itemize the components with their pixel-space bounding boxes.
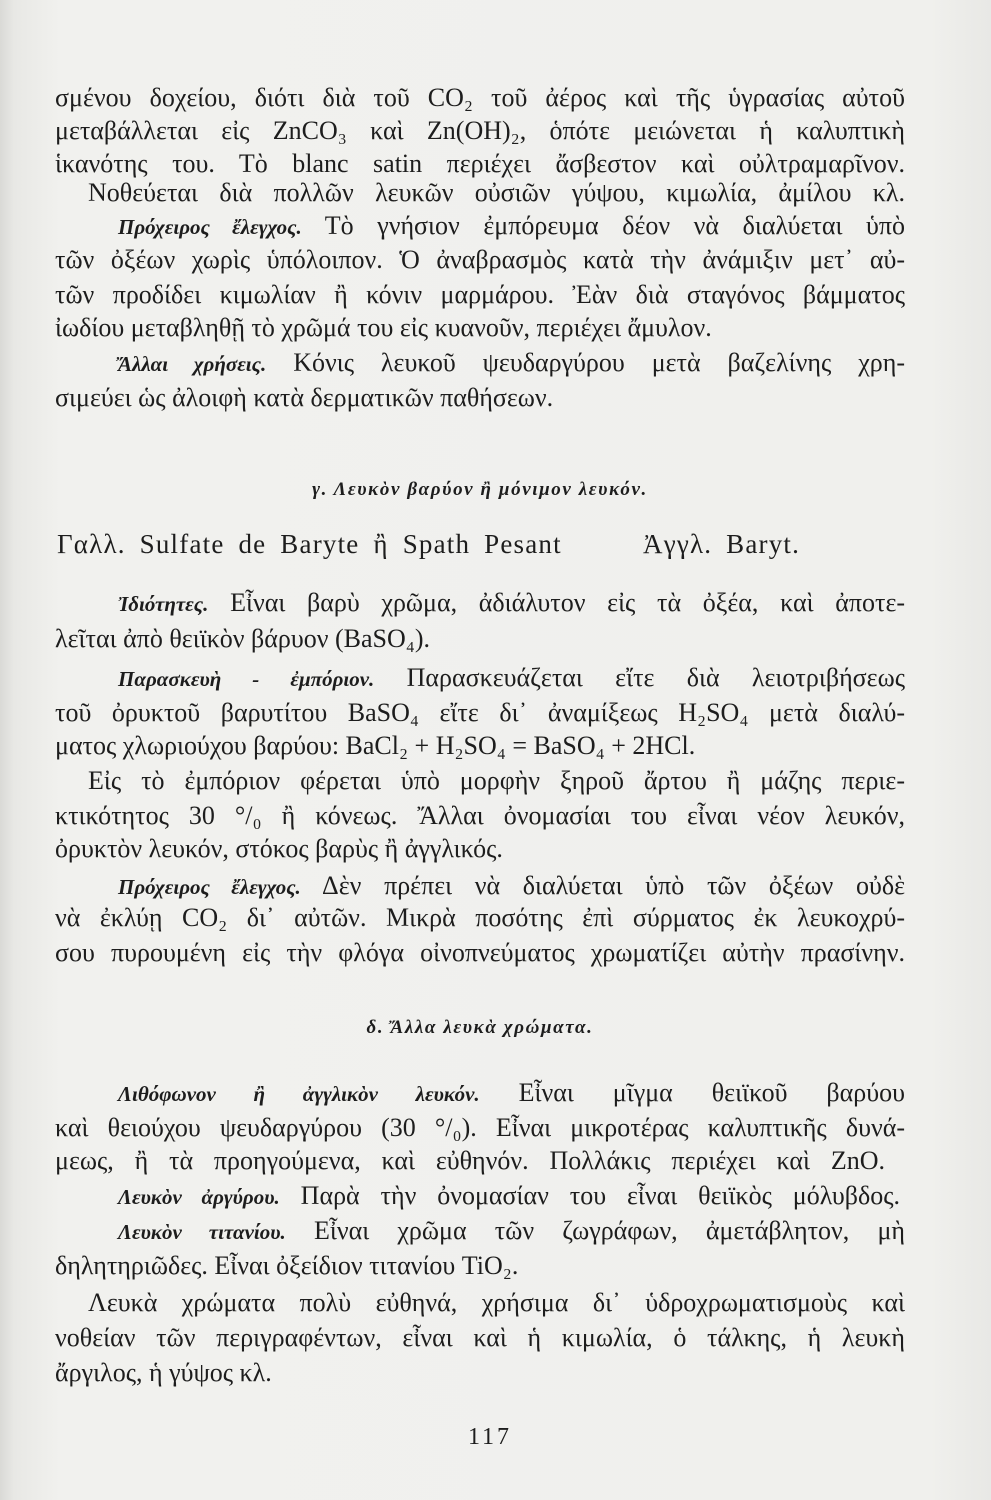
run-in-heading: Πρόχειρος ἔλεγχος. bbox=[118, 875, 301, 899]
page-number: 117 bbox=[467, 1424, 513, 1450]
run-in-heading: Ἄλλαι χρήσεις. bbox=[118, 352, 267, 376]
run-in-heading: Ἰδιότητες. bbox=[118, 592, 209, 616]
run-in-heading: Λευκὸν ἀργύρου. bbox=[118, 1185, 280, 1209]
text-line bbox=[55, 586, 905, 620]
text-line: Εἰς τὸ ἐμπόριον φέρεται ὑπὸ μορφὴν ξηροῦ ἄρτου ἢ μάζης περιε- bbox=[88, 766, 905, 795]
text-line: Νοθεύεται διὰ πολλῶν λευκῶν οὐσιῶν γύψου, κιμωλία, ἀμίλου κλ. bbox=[88, 178, 905, 207]
text-line bbox=[55, 1076, 905, 1110]
line-text: Δὲν πρέπει νὰ διαλύεται ὑπὸ τῶν ὀξέων οὐδὲ bbox=[322, 871, 905, 900]
text-line: ἰωδίου μεταβληθῇ τὸ χρῶμά του εἰς κυανοῦν, περιέχει ἄμυλον. bbox=[55, 313, 712, 342]
section-heading-gamma: γ. Λευκὸν βαρύον ἢ μόνιμον λευκόν. bbox=[312, 479, 648, 500]
run-in-heading: Πρόχειρος ἔλεγχος. bbox=[118, 215, 302, 239]
text-line: ὀρυκτὸν λευκόν, στόκος βαρὺς ἢ ἀγγλικός. bbox=[55, 834, 503, 863]
text-line: Λευκὰ χρώματα πολὺ εὐθηνά, χρήσιμα δι᾽ ὑδροχρωματισμοὺς καὶ bbox=[88, 1288, 905, 1317]
text-line: κτικότητος 30 °/₀ ἢ κόνεως. Ἄλλαι ὀνομασίαι του εἶναι νέον λευκόν, bbox=[55, 801, 905, 830]
text-line: σιμεύει ὡς ἀλοιφὴ κατὰ δερματικῶν παθήσεων. bbox=[55, 383, 554, 412]
text-line: τῶν προδίδει κιμωλίαν ἢ κόνιν μαρμάρου. Ἐὰν διὰ σταγόνος βάμματος bbox=[55, 280, 905, 309]
text-line: σμένου δοχείου, διότι διὰ τοῦ CO₂ τοῦ ἀέρος καὶ τῆς ὑγρασίας αὐτοῦ bbox=[55, 83, 905, 112]
text-line: νοθείαν τῶν περιγραφέντων, εἶναι καὶ ἡ κιμωλία, ὁ τάλκης, ἡ λευκὴ bbox=[55, 1323, 905, 1352]
text-line: σου πυρουμένη εἰς τὴν φλόγα οἰνοπνεύματος χρωματίζει αὐτὴν πρασίνην. bbox=[55, 938, 905, 967]
text-line: ματος χλωριούχου βαρύου: BaCl₂ + H₂SO₄ = BaSO₄ + 2HCl. bbox=[55, 731, 696, 760]
line-text: Παρὰ τὴν ὀνομασίαν του εἶναι θειϊκὸς μόλυβδος. bbox=[300, 1181, 901, 1210]
line-text: Τὸ γνήσιον ἐμπόρευμα δέον νὰ διαλύεται ὑπὸ bbox=[324, 211, 905, 240]
text-line bbox=[55, 869, 905, 903]
french-name: Γαλλ. Sulfate de Baryte ἢ Spath Pesant bbox=[57, 529, 562, 559]
text-line: τῶν ὀξέων χωρὶς ὑπόλοιπον. Ὁ ἀναβρασμὸς κατὰ τὴν ἀνάμιξιν μετ᾽ αὐ- bbox=[55, 245, 905, 274]
text-line: ἄργιλος, ἡ γύψος κλ. bbox=[55, 1358, 272, 1387]
text-line: τοῦ ὀρυκτοῦ βαρυτίτου BaSO₄ εἴτε δι᾽ ἀναμίξεως H₂SO₄ μετὰ διαλύ- bbox=[55, 698, 905, 727]
text-line: μεταβάλλεται εἰς ZnCO₃ καὶ Zn(OH)₂, ὁπότε μειώνεται ἡ καλυπτικὴ bbox=[55, 116, 905, 145]
text-line bbox=[55, 209, 905, 243]
text-line: δηλητηριῶδες. Εἶναι ὀξείδιον τιτανίου TiO₂. bbox=[55, 1251, 519, 1280]
run-in-heading: Λιθόφωνον ἢ ἀγγλικὸν λευκόν. bbox=[118, 1082, 480, 1106]
line-text: Παρασκευάζεται εἴτε διὰ λειοτριβήσεως bbox=[406, 663, 906, 692]
line-text: Εἶναι μῖγμα θειϊκοῦ βαρύου bbox=[518, 1078, 906, 1107]
text-line: καὶ θειούχου ψευδαργύρου (30 °/₀). Εἶναι μικροτέρας καλυπτικῆς δυνά- bbox=[55, 1113, 905, 1142]
text-line: λεῖται ἀπὸ θειϊκὸν βάρυον (BaSO₄). bbox=[55, 624, 431, 653]
run-in-heading: Λευκὸν τιτανίου. bbox=[118, 1220, 286, 1244]
text-line bbox=[55, 661, 905, 695]
line-text: Κόνις λευκοῦ ψευδαργύρου μετὰ βαζελίνης χρη- bbox=[293, 348, 906, 377]
text-line: νὰ ἐκλύῃ CO₂ δι᾽ αὐτῶν. Μικρὰ ποσότης ἐπὶ σύρματος ἐκ λευκοχρύ- bbox=[55, 903, 905, 932]
section-heading-delta: δ. Ἄλλα λευκὰ χρώματα. bbox=[366, 1017, 594, 1038]
text-line: ἱκανότης του. Τὸ blanc satin περιέχει ἄσβεστον καὶ οὐλτραμαρῖνον. bbox=[55, 149, 905, 178]
foreign-names-line bbox=[57, 526, 857, 562]
run-in-heading: Παρασκευὴ - ἐμπόριον. bbox=[118, 667, 375, 691]
english-name: Ἀγγλ. Baryt. bbox=[643, 529, 801, 559]
line-text: Εἶναι βαρὺ χρῶμα, ἀδιάλυτον εἰς τὰ ὀξέα, καὶ ἀποτε- bbox=[230, 588, 906, 617]
text-line bbox=[55, 346, 905, 380]
line-text: Εἶναι χρῶμα τῶν ζωγράφων, ἀμετάβλητον, μὴ bbox=[313, 1216, 906, 1245]
text-line bbox=[55, 1214, 905, 1248]
text-line bbox=[55, 1179, 900, 1213]
text-line: μεως, ἢ τὰ προηγούμενα, καὶ εὐθηνόν. Πολλάκις περιέχει καὶ ZnO. bbox=[55, 1146, 885, 1175]
